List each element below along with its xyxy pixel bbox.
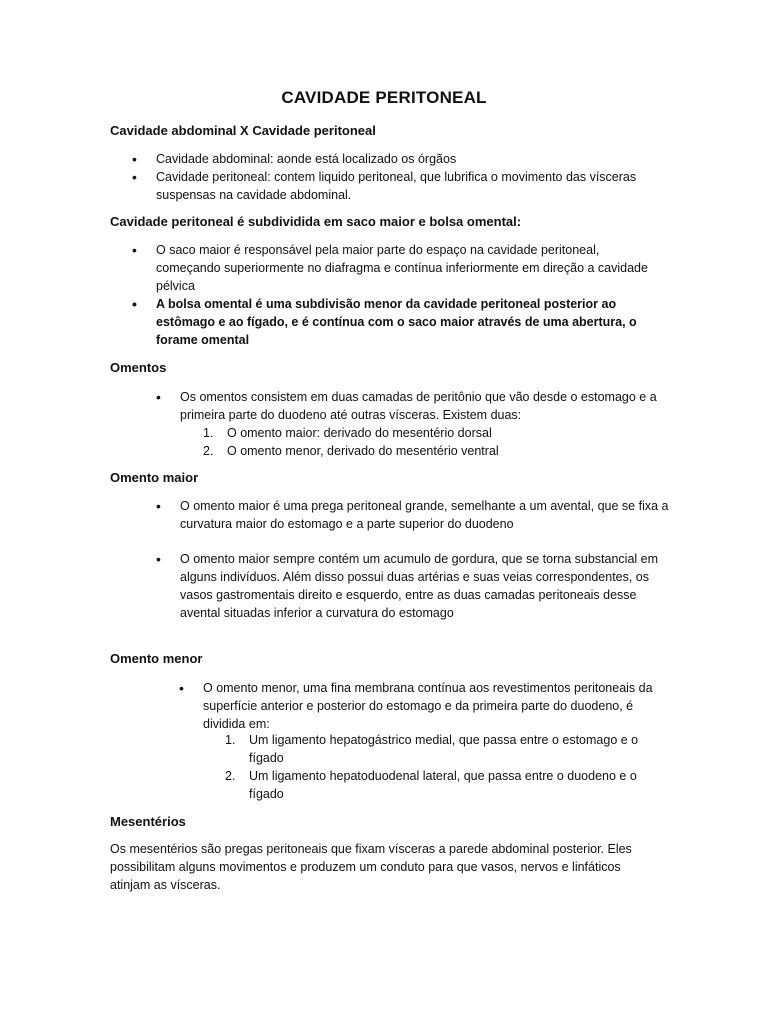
heading-subdivisao: Cavidade peritoneal é subdividida em saco maior e bolsa omental: [110, 214, 522, 229]
list-item-text: O omento menor, derivado do mesentério ventral [227, 444, 499, 458]
list-item: • O saco maior é responsável pela maior parte do espaço na cavidade peritoneal, começando superiormente no diafragma e contínua inferiormente em direção a cavidade pélvica [156, 241, 666, 295]
list-number: 1. [225, 733, 236, 747]
list-item [225, 731, 664, 767]
list-item [203, 442, 667, 460]
list-item-text: Um ligamento hepatogástrico medial, que passa entre o estomago e o fígado [249, 733, 639, 765]
list-item: • O omento maior é uma prega peritoneal grande, semelhante a um avental, que se fixa a curvatura maior do estomago e a parte superior do duodeno [180, 497, 670, 533]
list-item: • Cavidade abdominal: aonde está localizado os órgãos [156, 150, 666, 168]
list-item: • O omento maior sempre contém um acumulo de gordura, que se torna substancial em alguns indivíduos. Além disso possui duas artérias e suas veias correspondentes, os vasos gastromentais direito e esquerdo, entre as duas camadas peritoneais desse avental situadas inferior a curvatura do estomago [180, 550, 670, 622]
list-number: 1. [203, 426, 214, 440]
list-item [225, 767, 664, 803]
bullet-list-omento-menor [203, 679, 663, 733]
list-item [203, 424, 667, 442]
list-item: • Os omentos consistem em duas camadas de peritônio que vão desde o estomago e a primeira parte do duodeno até outras vísceras. Existem duas: [180, 388, 670, 424]
heading-mesenterios: Mesentérios [110, 814, 186, 829]
bullet-list-saco-bolsa [156, 241, 666, 349]
page-title: CAVIDADE PERITONEAL [281, 88, 487, 107]
bullet-list-omentos [180, 388, 670, 424]
heading-cavidade-abdominal: Cavidade abdominal X Cavidade peritoneal [110, 123, 376, 138]
list-item: • A bolsa omental é uma subdivisão menor da cavidade peritoneal posterior ao estômago e ao fígado, e é contínua com o saco maior através de uma abertura, o forame omental [156, 295, 666, 349]
heading-omento-menor: Omento menor [110, 651, 203, 666]
heading-omento-maior: Omento maior [110, 470, 199, 485]
numbered-list-omentos [203, 424, 667, 460]
paragraph-mesenterios: Os mesentérios são pregas peritoneais que fixam vísceras a parede abdominal posterior. Eles possibilitam alguns movimentos e produzem um conduto para que vasos, nervos e linfáticos atinjam as vísceras. [110, 842, 632, 892]
numbered-list-omento-menor [225, 731, 664, 803]
list-item: • O omento menor, uma fina membrana contínua aos revestimentos peritoneais da superfície anterior e posterior do estomago e da primeira parte do duodeno, é dividida em: [203, 679, 663, 733]
bullet-list-omento-maior-2 [180, 550, 670, 622]
list-item-text: O omento maior: derivado do mesentério dorsal [227, 426, 492, 440]
heading-omentos: Omentos [110, 360, 167, 375]
list-item: • Cavidade peritoneal: contem liquido peritoneal, que lubrifica o movimento das vísceras suspensas na cavidade abdominal. [156, 168, 666, 204]
bullet-list-omento-maior-1 [180, 497, 670, 533]
list-item-text: Um ligamento hepatoduodenal lateral, que passa entre o duodeno e o fígado [249, 769, 637, 801]
bullet-list-cavidade [156, 150, 666, 204]
list-number: 2. [225, 769, 236, 783]
list-number: 2. [203, 444, 214, 458]
